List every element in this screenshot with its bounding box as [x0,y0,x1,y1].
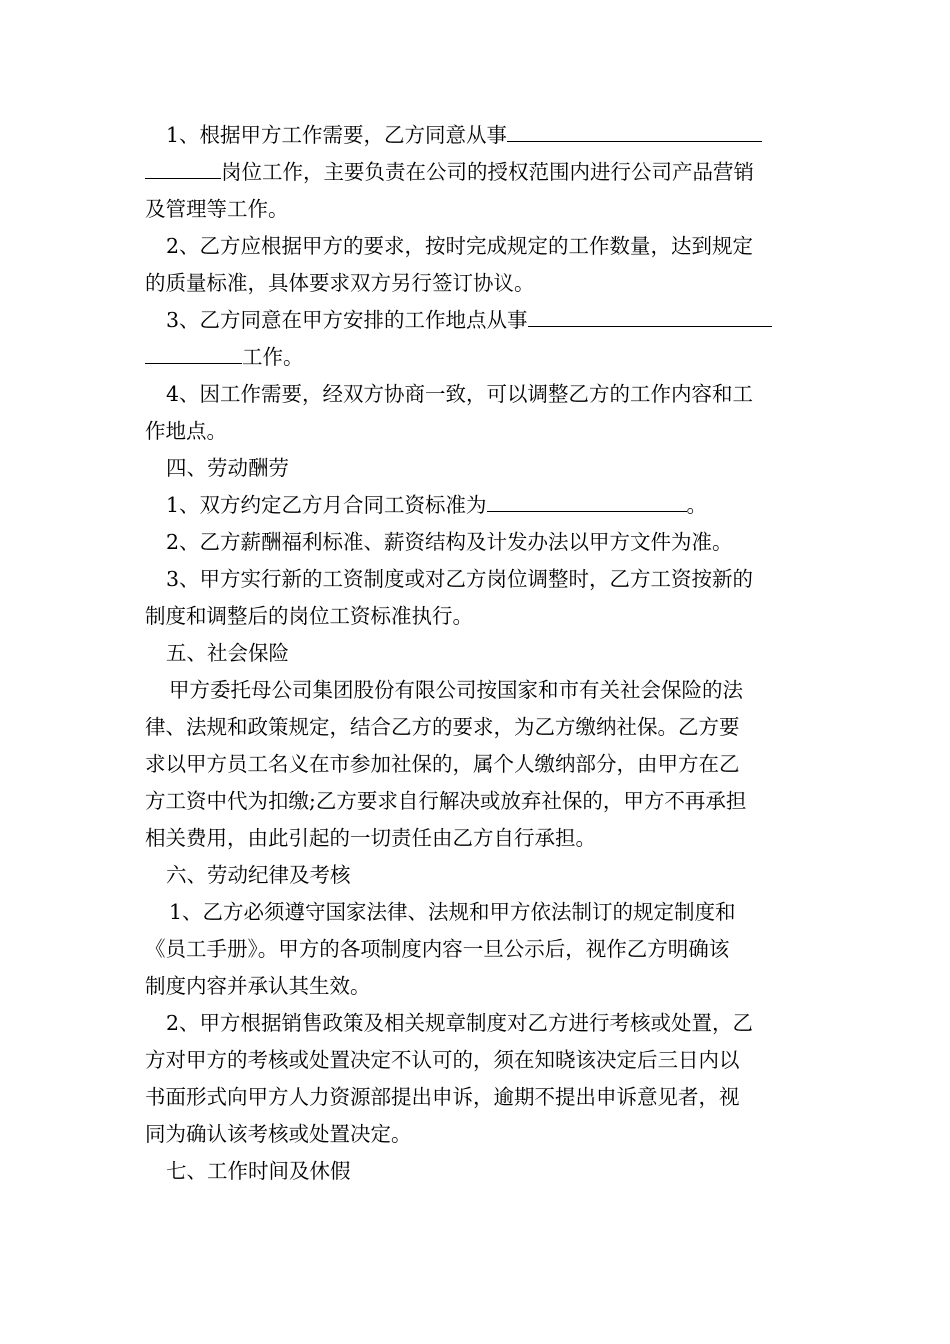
fill-blank [145,154,221,179]
clause-line [145,117,805,154]
clause-line: 及管理等工作。 [145,197,289,221]
clause-line: 制度和调整后的岗位工资标准执行。 [145,604,473,628]
fill-blank [507,117,762,142]
clause-line: 制度内容并承认其生效。 [145,974,371,998]
clause-line: 相关费用，由此引起的一切责任由乙方自行承担。 [145,826,596,850]
clause-line: 《员工手册》。甲方的各项制度内容一旦公示后，视作乙方明确该 [145,937,730,961]
document-body [145,117,805,1190]
text: 工作。 [242,345,304,369]
clause-line [145,339,805,376]
text: 3、乙方同意在甲方安排的工作地点从事 [166,308,528,332]
clause-line [145,487,805,524]
text: 1、双方约定乙方月合同工资标准为 [166,493,487,517]
clause-line: 作地点。 [145,419,227,443]
clause-line: 方工资中代为扣缴;乙方要求自行解决或放弃社保的，甲方不再承担 [145,789,747,813]
clause-line [145,302,805,339]
clause-line: 甲方委托母公司集团股份有限公司按国家和市有关社会保险的法 [169,678,743,702]
section-heading: 五、社会保险 [166,641,289,665]
clause-line: 律、法规和政策规定，结合乙方的要求，为乙方缴纳社保。乙方要 [145,715,740,739]
clause-line: 同为确认该考核或处置决定。 [145,1122,412,1146]
clause-line: 方对甲方的考核或处置决定不认可的，须在知晓该决定后三日内以 [145,1048,740,1072]
clause-line [145,154,805,191]
clause-line: 的质量标准，具体要求双方另行签订协议。 [145,271,535,295]
text: 。 [686,493,708,517]
fill-blank [145,339,242,364]
fill-blank [487,487,687,512]
section-heading: 七、工作时间及休假 [166,1159,351,1183]
clause-line: 书面形式向甲方人力资源部提出申诉，逾期不提出申诉意见者，视 [145,1085,740,1109]
section-heading: 四、劳动酬劳 [166,456,289,480]
clause-line: 1、乙方必须遵守国家法律、法规和甲方依法制订的规定制度和 [169,900,736,924]
clause-line: 2、甲方根据销售政策及相关规章制度对乙方进行考核或处置，乙 [166,1011,754,1035]
clause-line: 2、乙方薪酬福利标准、薪资结构及计发办法以甲方文件为准。 [166,530,733,554]
fill-blank [528,302,772,327]
text: 1、根据甲方工作需要，乙方同意从事 [166,123,508,147]
clause-line: 2、乙方应根据甲方的要求，按时完成规定的工作数量，达到规定 [166,234,754,258]
clause-line: 求以甲方员工名义在市参加社保的，属个人缴纳部分，由甲方在乙 [145,752,740,776]
section-heading: 六、劳动纪律及考核 [166,863,351,887]
clause-line: 3、甲方实行新的工资制度或对乙方岗位调整时，乙方工资按新的 [166,567,754,591]
text: 岗位工作，主要负责在公司的授权范围内进行公司产品营销 [221,160,754,184]
clause-line: 4、因工作需要，经双方协商一致，可以调整乙方的工作内容和工 [166,382,754,406]
